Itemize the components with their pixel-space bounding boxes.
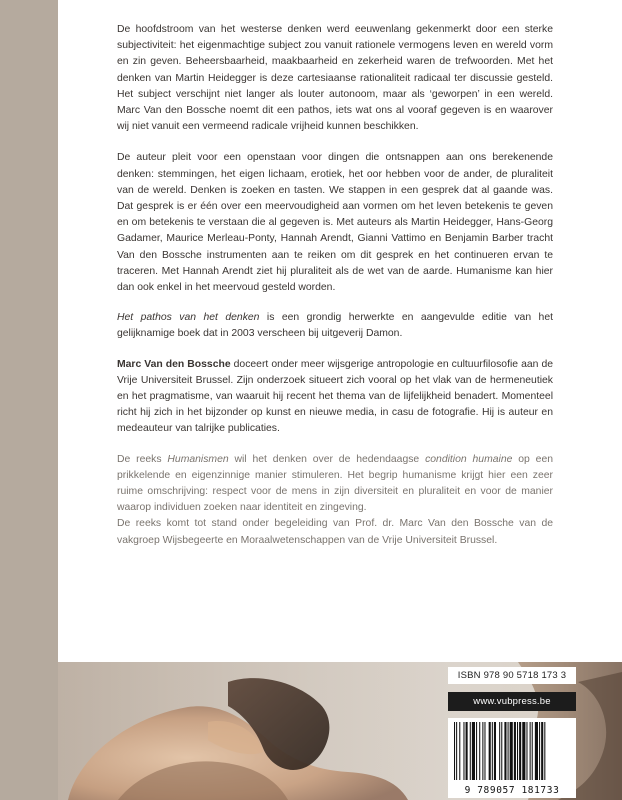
series-text-c: op een prikkelende en eigenzinnige manier stimuleren. Het begrip humanisme krijgt hier een zeer ruime omschrijving: respect voor de mens in zijn diversiteit en pluraliteit en voor de manier waarop individuen zoeken naar identiteit en zingeving.: [117, 453, 554, 514]
paragraph-intro: De hoofdstroom van het westerse denken werd eeuwenlang gekenmerkt door een sterke subjectiviteit: het eigenmachtige subject zou vanuit rationele vermogens leven en wereld vorm en zin geven. Beheersbaarheid, maakbaarheid en zekerheid waren de trefwoorden. Met het denken van Martin Heidegger is deze cartesiaanse rationaliteit radicaal ter discussie gesteld. Het subject verschijnt niet langer als louter autonoom, maar als ‘geworpen’ in een wereld. Marc Van den Bossche noemt dit een pathos, iets wat ons al vooraf gegeven is en waarover wij niet vanuit een vermeend radicale vrijheid kunnen beschikken.: [117, 24, 553, 133]
publisher-url[interactable]: www.vubpress.be: [448, 692, 576, 711]
barcode-bars: [452, 722, 572, 780]
paragraph-edition: [117, 310, 553, 342]
author-name: Marc Van den Bossche: [117, 358, 231, 370]
barcode-digits: 9 789057 181733: [464, 785, 560, 796]
back-cover-text: [117, 22, 553, 549]
paragraph-series-editor: De reeks komt tot stand onder begeleiding van Prof. dr. Marc Van den Bossche van de vakgroep Wijsbegeerte en Moraalwetenschappen van de Vrije Universiteit Brussel.: [117, 518, 553, 546]
barcode: [448, 718, 576, 798]
book-title: Het pathos van het denken: [117, 312, 260, 324]
series-name: Humanismen: [167, 453, 229, 465]
condition-humaine: condition humaine: [425, 453, 513, 465]
isbn-block: [448, 667, 576, 798]
series-text-b: wil het denken over de hedendaagse: [228, 453, 426, 465]
isbn-number: ISBN 978 90 5718 173 3: [448, 667, 576, 684]
series-text-a: De reeks: [117, 453, 168, 465]
author-bio-text: doceert onder meer wijsgerige antropologie en cultuurfilosofie aan de Vrije Universiteit Brussel. Zijn onderzoek situeert zich vooral op het vlak van de hermeneutiek en het pragmatisme, van waaruit hij recent het thema van de lijfelijkheid benadert. Momenteel richt hij zich in het bijzonder op kunst en nieuwe media, in casu de fotografie. Hij is auteur en medeauteur van talrijke publicaties.: [117, 358, 554, 435]
paragraph-series: [117, 452, 553, 517]
paragraph-author-bio: [117, 357, 553, 438]
paragraph-argument: De auteur pleit voor een openstaan voor dingen die ontsnappen aan ons berekenende denken: stemmingen, het eigen lichaam, erotiek, het oor hebben voor de ander, de pluraliteit van de wereld. Denken is zoeken en tasten. We stappen in een gesprek dat al gaande was. Dat gesprek is er één over een meervoudigheid aan vormen om het leven betekenis te geven en om betekenis te verstaan die al gegeven is. Met auteurs als Martin Heidegger, Hans-Georg Gadamer, Maurice Merleau-Ponty, Hannah Arendt, Gianni Vattimo en Benjamin Barber tracht Van den Bossche instrumenten aan te reiken om dit gesprek en het continueren ervan te traceren. Met Hannah Arendt ziet hij pluraliteit als de wet van de aarde. Humanisme kan hier dan ook enkel in het meervoud gesteld worden.: [117, 152, 553, 294]
edition-text: is een grondig herwerkte en aangevulde editie van het gelijknamige boek dat in 2003 verscheen bij uitgeverij Damon.: [117, 312, 553, 340]
book-spine-band: [0, 0, 58, 800]
